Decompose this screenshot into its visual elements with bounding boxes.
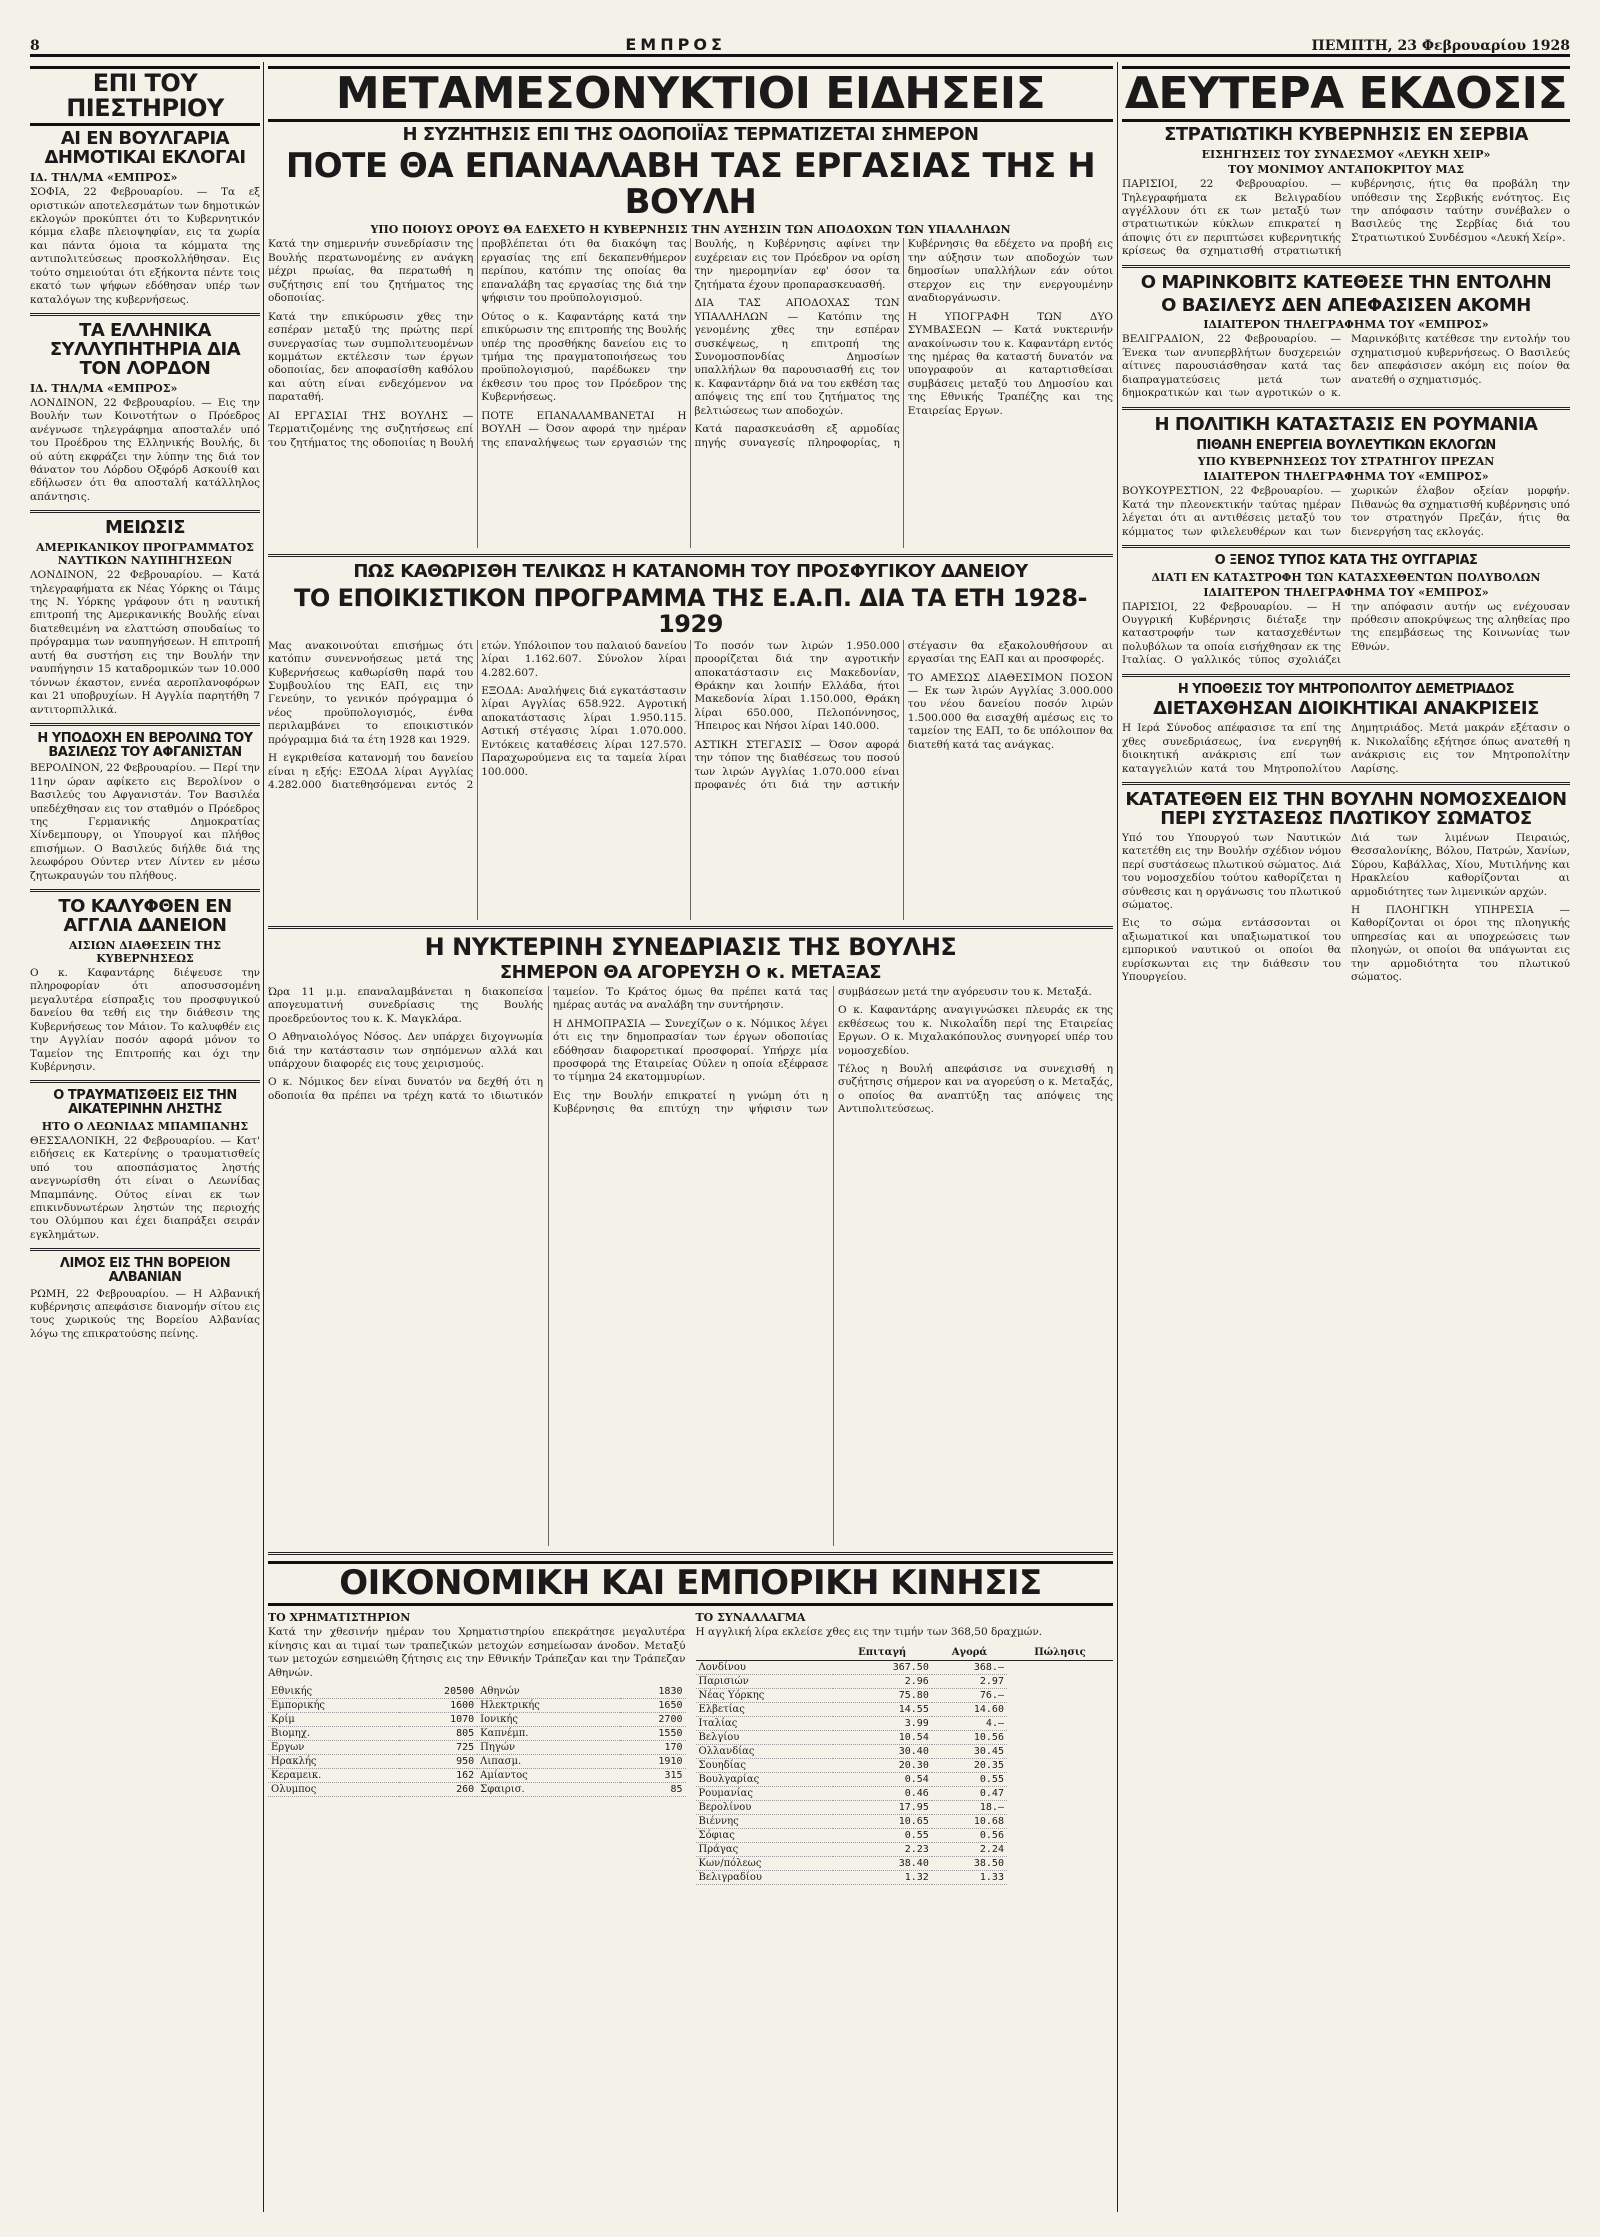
table-row	[696, 1730, 1114, 1744]
divider	[1122, 782, 1570, 785]
stock-price: 1550	[620, 1727, 685, 1741]
headline: ΤΑ ΕΛΛΗΝΙΚΑ ΣΥΛΛΥΠΗΤΗΡΙΑ ΔΙΑ ΤΟΝ ΛΟΡΔΟΝ	[49, 320, 241, 379]
stock-name: Λιπασμ.	[477, 1755, 620, 1769]
exchange-note: Η αγγλική λίρα εκλείσε χθες εις την τιμήν των 368,50 δραχμών.	[695, 1626, 1043, 1639]
divider	[1122, 265, 1570, 268]
article-body	[268, 238, 1113, 548]
table-row	[696, 1800, 1114, 1814]
stock-price: 2700	[620, 1713, 685, 1727]
currency-city: Πράγας	[696, 1842, 833, 1856]
rate-value: 14.55	[833, 1702, 932, 1716]
paragraph: Διά των λιμένων Πειραιώς, Θεσσαλονίκης, Βόλου, Πατρών, Χανίων, Σύρου, Καβάλλας, Χίου, Μυτιλήνης και Ηρακλείου καθορίζονται αι αρμοδιότητες των λιμενικών αρχών.	[1351, 831, 1570, 898]
headline: Η ΝΥΚΤΕΡΙΝΗ ΣΥΝΕΔΡΙΑΣΙΣ ΤΗΣ ΒΟΥΛΗΣ	[424, 932, 957, 961]
paragraph: Ώρα 11 μ.μ. επαναλαμβάνεται η διακοπείσα απογευματινή συνεδρίασις της Βουλής προεδρεύοντος του κ. Κ. Μαγκλάρα.	[268, 985, 543, 1025]
article-body: Ο κ. Καφαντάρης διέψευσε την πληροφορίαν ότι αποσυσσομένη μεγαλυτέρα είσπραξις του προσφυγικού δανείου θα τεθή εις την διάθεσιν της Κυβερνήσεως τον Μάιον. Το καλυφθέν εις την Αγγλίαν ποσόν αφορά μόνον το Ταμείον της Επιτροπής και όχι την Κυβέρνησιν.	[30, 966, 260, 1074]
headline: ΤΟ ΕΠΟΙΚΙΣΤΙΚΟΝ ΠΡΟΓΡΑΜΜΑ ΤΗΣ Ε.Α.Π. ΔΙΑ ΤΑ ΕΤΗ 1928-1929	[293, 584, 1087, 638]
divider	[1122, 407, 1570, 410]
stock-price: 805	[399, 1727, 478, 1741]
rate-value: 20.35	[932, 1758, 1007, 1772]
rate-value: 10.68	[932, 1814, 1007, 1828]
subheadline: ΑΙΣΙΩΝ ΔΙΑΘΕΣΕΙΝ ΤΗΣ ΚΥΒΕΡΝΗΣΕΩΣ	[68, 938, 221, 965]
section-title: ΤΟ ΣΥΝΑΛΛΑΓΜΑ	[695, 1611, 806, 1625]
stock-price: 1910	[620, 1755, 685, 1769]
currency-city: Βελγίου	[696, 1730, 833, 1744]
table-row	[696, 1870, 1114, 1884]
right-column	[1122, 62, 1570, 990]
article-body: ΛΟΝΔΙΝΟΝ, 22 Φεβρουαρίου. — Εις την Βουλήν των Κοινοτήτων ο Πρόεδρος ανέγνωσε τηλεγράφημα αποσταλέν υπό του Προέδρου της Ελληνικής Βουλής, δι ού αύτη εκφράζει την λύπην της διά τον θάνατον του Λόρδου Οξφόρδ Ασκουίθ και εδήλωσεν ότι θα αποσταλή κατάλληλος απάντησις.	[30, 396, 260, 503]
paragraph: ΔΙΑ ΤΑΣ ΑΠΟΔΟΧΑΣ ΤΩΝ ΥΠΑΛΛΗΛΩΝ — Κατόπιν της γενομένης χθες την εσπέραν συσκέψεως, η επιτροπή της Συνομοσπονδίας Δημοσίων υπαλλήλων θα παρουσιασθή εις τον κ. Καφαντάρην διά να του εκθέση τας απόψεις της επί του ζητήματος της βελτιώσεως των αποδοχών.	[694, 297, 900, 417]
paragraph: Μας ανακοινούται επισήμως ότι κατόπιν συνεννοήσεως μετά της Κυβερνήσεως καθωρίσθη παρά του Συμβουλίου της ΕΑΠ, εις την Γενεύην, το γενικόν πρόγραμμα ό νέος προϋπολογισμός, ένθα περιλαμβάνει το εποικιστικόν πρόγραμμα διά τα έτη 1928 και 1929.	[268, 639, 474, 746]
column-header: Επιταγή	[833, 1645, 932, 1661]
rate-value: 76.—	[932, 1688, 1007, 1702]
headline: Η ΠΟΛΙΤΙΚΗ ΚΑΤΑΣΤΑΣΙΣ ΕΝ ΡΟΥΜΑΝΙΑ	[1154, 413, 1538, 435]
paragraph: Εις το σώμα εντάσσονται οι αξιωματικοί και υπαξιωματικοί του εμπορικού ναυτικού οι οποίοι θα ευρίσκωνται εις την διάθεσιν του Υπουργείου.	[1122, 917, 1341, 984]
stock-price: 162	[399, 1769, 478, 1783]
newspaper-name: ΕΜΠΡΟΣ	[625, 35, 726, 54]
paragraph: Εις την Βουλήν επικρατεί η γνώμη ότι η Κυβέρνησις θα επιτύχη την ψήφισιν των συμβάσεων μετά την αγόρευσιν του κ. Μεταξά.	[553, 985, 1092, 1116]
article-body: ΣΟΦΙΑ, 22 Φεβρουαρίου. — Τα εξ οριστικών αποτελεσμάτων των δημοτικών εκλογών προκύπτει ότι το Κυβερνητικόν κόμμα ελαβε πλειοψηφίαν, εις τα χωρία και πάντα όμοια τα κόμματα της αντιπολιτεύσεως προσκολλήθησαν. Εις τούτο σημειούται ότι εξήκοντα πέντε τοις εκατό των ψήφων εδόθησαν υπέρ των καταλόγων της κυβερνήσεως.	[30, 186, 260, 306]
banner-headline: ΟΙΚΟΝΟΜΙΚΗ ΚΑΙ ΕΜΠΟΡΙΚΗ ΚΙΝΗΣΙΣ	[268, 1561, 1113, 1607]
column-header: Αγορά	[932, 1645, 1007, 1661]
headline: ΜΕΙΩΣΙΣ	[105, 517, 185, 539]
rate-value: 2.23	[833, 1842, 932, 1856]
article-body: ΛΟΝΔΙΝΟΝ, 22 Φεβρουαρίου. — Κατά τηλεγραφήματα εκ Νέας Υόρκης οι Τάιμς της Ν. Υόρκης γράφουν ότι η ναυτική επιτροπή της Αμερικανικής Βουλής είναι διατεθειμένη να ελαττώση σπουδαίως το πρόγραμμα των ναυπηγήσεων. Η επιτροπή αυτή θα συστήση εις την Βουλήν την ναυπήγησιν 15 καταδρομικών των 10.000 τόννων έκαστον, εννέα αεροπλανοφόρων και 21 υποβρυχίων. Η Αγγλία παρητήθη 7 αντιτορπιλλικά.	[30, 569, 260, 716]
divider	[30, 889, 260, 892]
rate-value: 367.50	[833, 1660, 932, 1674]
table-row	[696, 1842, 1114, 1856]
banner-headline: ΜΕΤΑΜΕΣΟΝΥΚΤΙΟΙ ΕΙΔΗΣΕΙΣ	[268, 66, 1113, 122]
rate-value: 10.54	[833, 1730, 932, 1744]
currency-city: Βουλγαρίας	[696, 1772, 833, 1786]
rate-value: 0.46	[833, 1786, 932, 1800]
paragraph: ΠΟΤΕ ΕΠΑΝΑΛΑΜΒΑΝΕΤΑΙ Η ΒΟΥΛΗ — Όσον αφορά την ημέραν της επαναλήψεως των εργασιών της Βουλής, η Κυβέρνησις αφίνει την ευχέρειαν εις τον Πρόεδρον να ορίση την ημερομηνίαν εφ' όσον τα ζητήματα έχουν προπαρασκευασθή.	[481, 238, 900, 449]
subheadline: ΕΙΣΗΓΗΣΕΙΣ ΤΟΥ ΣΥΝΔΕΣΜΟΥ «ΛΕΥΚΗ ΧΕΙΡ»	[1201, 148, 1491, 162]
paragraph: Κατά την σημερινήν συνεδρίασιν της Βουλής περατωνομένης εν ανάγκη μέχρι πρωίας, θα περατωθή η συζήτησις επί του ζητήματος της οδοποιίας.	[268, 238, 474, 305]
stock-price: 725	[399, 1741, 478, 1755]
dateline: ΙΔΙΑΙΤΕΡΟΝ ΤΗΛΕΓΡΑΦΗΜΑ ΤΟΥ «ΕΜΠΡΟΣ»	[1203, 585, 1489, 599]
deck: ΥΠΟ ΠΟΙΟΥΣ ΟΡΟΥΣ ΘΑ ΕΔΕΧΕΤΟ Η ΚΥΒΕΡΝΗΣΙΣ ΤΗΝ ΑΥΞΗΣΙΝ ΤΩΝ ΑΠΟΔΟΧΩΝ ΤΩΝ ΥΠΑΛΛΗΛΩΝ	[370, 223, 1011, 237]
headline: Ο ΜΑΡΙΝΚΟΒΙΤΣ ΚΑΤΕΘΕΣΕ ΤΗΝ ΕΝΤΟΛΗΝ	[1140, 271, 1552, 293]
paragraph: ΤΟ ΑΜΕΣΩΣ ΔΙΑΘΕΣΙΜΟΝ ΠΟΣΟΝ — Εκ των λιρών Αγγλίας 3.000.000 του νέου δανείου ποσόν λιρών 1.500.000 θα εισαχθή αμέσως εις το ταμείον της ΕΑΠ, το δε υπόλοιπον θα διατεθή κατά τας ανάγκας.	[907, 671, 1113, 751]
dateline: ΙΔ. ΤΗΛ/ΜΑ «ΕΜΠΡΟΣ»	[30, 381, 178, 395]
table-row	[696, 1786, 1114, 1800]
rate-value: 1.32	[833, 1870, 932, 1884]
rate-value: 2.96	[833, 1674, 932, 1688]
paragraph: Τέλος η Βουλή απεφάσισε να συνεχισθή η συζήτησις σήμερον και να αγορεύση ο κ. Μεταξάς, ο οποίος θα αναπτύξη τας απόψεις της Αντιπολιτεύσεως.	[838, 1062, 1113, 1116]
headline: ΛΙΜΟΣ ΕΙΣ ΤΗΝ ΒΟΡΕΙΟΝ ΑΛΒΑΝΙΑΝ	[59, 1256, 231, 1285]
rate-value: 3.99	[833, 1716, 932, 1730]
stock-name: Κεραμεικ.	[268, 1769, 399, 1783]
currency-city: Βελιγραδίου	[696, 1870, 833, 1884]
headline: ΑΙ ΕΝ ΒΟΥΛΓΑΡΙΑ ΔΗΜΟΤΙΚΑΙ ΕΚΛΟΓΑΙ	[44, 128, 246, 169]
page-number: 8	[30, 38, 40, 54]
rate-value: 38.40	[833, 1856, 932, 1870]
stock-price: 260	[399, 1783, 478, 1797]
table-row	[268, 1769, 686, 1783]
masthead	[30, 20, 1570, 57]
currency-city: Κων/πόλεως	[696, 1856, 833, 1870]
rate-value: 0.55	[833, 1828, 932, 1842]
stock-price: 85	[620, 1783, 685, 1797]
table-header-row	[696, 1645, 1114, 1661]
table-row	[268, 1713, 686, 1727]
paragraph: Η ΔΗΜΟΠΡΑΣΙΑ — Συνεχίζων ο κ. Νόμικος λέγει ότι εις την δημοπρασίαν των έργων οδοποιίας εδόθησαν διαφορετικαί προσφοραί. Υπήρχε μία προσφορά της Εταιρείας Ούλεν η οποία εξέφρασε το τίμημα 24 εκατομμυρίων.	[553, 1017, 828, 1084]
section-tag: ΕΠΙ ΤΟΥ ΠΙΕΣΤΗΡΙΟΥ	[30, 66, 260, 126]
stock-name: Αθηνών	[477, 1685, 620, 1699]
rate-value: 2.24	[932, 1842, 1007, 1856]
rate-value: 10.65	[833, 1814, 932, 1828]
subheadline: ΔΙΕΤΑΧΘΗΣΑΝ ΔΙΟΙΚΗΤΙΚΑΙ ΑΝΑΚΡΙΣΕΙΣ	[1153, 698, 1539, 720]
currency-city: Ολλανδίας	[696, 1744, 833, 1758]
rate-value: 368.—	[932, 1660, 1007, 1674]
paragraph: Υπό του Υπουργού των Ναυτικών κατετέθη εις την Βουλήν σχέδιον νόμου περί συστάσεως πλωτικού σώματος. Διά του νομοσχεδίου τούτου καθορίζεται η σύνθεσις και η οργάνωσις του πλωτικού σώματος.	[1122, 831, 1341, 912]
article-body: ΠΑΡΙΣΙΟΙ, 22 Φεβρουαρίου. — Η Ουγγρική Κυβέρνησις διέταξε την καταστροφήν των κατασχεθέντων πολυβόλων τα οποία εισήχθησαν εκ της Ιταλίας. Ο γαλλικός τύπος σχολιάζει την απόφασιν αυτήν ως ενέχουσαν πρόθεσιν αποκρύψεως της αληθείας προ της επεμβάσεως της Κοινωνίας των Εθνών.	[1122, 600, 1570, 667]
table-row	[696, 1758, 1114, 1772]
table-row	[696, 1688, 1114, 1702]
stock-price: 1830	[620, 1685, 685, 1699]
paragraph: Ο Αθηναιολόγος Νόσος. Δεν υπάρχει διχογνωμία διά την κατάστασιν των σηπόμενων αλλά και υπάρχουν διαφορές εις τους χειρισμούς.	[268, 1031, 543, 1070]
table-row	[696, 1856, 1114, 1870]
article-body: ΡΩΜΗ, 22 Φεβρουαρίου. — Η Αλβανική κυβέρνησις απεφάσισε διανομήν σίτου εις τους χωρικούς της Βορείου Αλβανίας λόγω της επικρατούσης πείνης.	[30, 1287, 260, 1340]
dateline: ΙΔΙΑΙΤΕΡΟΝ ΤΗΛΕΓΡΑΦΗΜΑ ΤΟΥ «ΕΜΠΡΟΣ»	[1203, 318, 1489, 332]
headline: Η ΥΠΟΘΕΣΙΣ ΤΟΥ ΜΗΤΡΟΠΟΛΙΤΟΥ ΔΕΜΕΤΡΙΑΔΟΣ	[1177, 681, 1515, 697]
center-column	[268, 62, 1113, 1885]
column-header: Πώλησις	[1007, 1645, 1113, 1661]
currency-city: Σουηδίας	[696, 1758, 833, 1772]
stock-name: Καπνέμπ.	[477, 1727, 620, 1741]
stock-price: 950	[399, 1755, 478, 1769]
stock-name: Αμίαντος	[477, 1769, 620, 1783]
section-title: ΤΟ ΧΡΗΜΑΤΙΣΤΗΡΙΟΝ	[268, 1611, 411, 1625]
paragraph: Ούτος ο κ. Καφαντάρης κατά την επικύρωσιν της επιτροπής της Βουλής υπέρ της προσθήκης δανείου εις το τμήμα της πραγματοποιήσεως του προϋπολογισμού, παρέδωκεν την έκθεσιν του προς τον Πρόεδρον της Κυβερνήσεως.	[481, 310, 687, 404]
table-row	[268, 1685, 686, 1699]
paragraph: Κατά την επικύρωσιν χθες την εσπέραν μεταξύ της πρώτης περί συνεργασίας των συμπολιτευομένων κομμάτων εκτέλεσιν των έργων οδοποιίας, δεν αποφασίσθη καθόλου και αύτη είναι ενδεχόμενον να παραταθή.	[268, 310, 474, 404]
currency-city: Παρισιών	[696, 1674, 833, 1688]
headline: ΠΟΤΕ ΘΑ ΕΠΑΝΑΛΑΒΗ ΤΑΣ ΕΡΓΑΣΙΑΣ ΤΗΣ Η ΒΟΥΛΗ	[285, 146, 1096, 222]
kicker: Η ΣΥΖΗΤΗΣΙΣ ΕΠΙ ΤΗΣ ΟΔΟΠΟΙΪΑΣ ΤΕΡΜΑΤΙΖΕΤΑΙ ΣΗΜΕΡΟΝ	[402, 124, 979, 146]
stock-name: Εργων	[268, 1741, 399, 1755]
stock-price: 1600	[399, 1699, 478, 1713]
stock-name: Εθνικής	[268, 1685, 399, 1699]
table-row	[696, 1814, 1114, 1828]
table-row	[268, 1755, 686, 1769]
table-row	[268, 1699, 686, 1713]
column-header	[696, 1645, 833, 1661]
subheadline: ΔΙΑΤΙ ΕΝ ΚΑΤΑΣΤΡΟΦΗ ΤΩΝ ΚΑΤΑΣΧΕΘΕΝΤΩΝ ΠΟΛΥΒΟΛΩΝ	[1151, 570, 1541, 584]
divider	[30, 313, 260, 316]
rate-value: 38.50	[932, 1856, 1007, 1870]
rate-value: 0.54	[833, 1772, 932, 1786]
divider	[1122, 545, 1570, 548]
table-row	[696, 1716, 1114, 1730]
rate-value: 14.60	[932, 1702, 1007, 1716]
currency-city: Σόφιας	[696, 1828, 833, 1842]
table-row	[696, 1702, 1114, 1716]
economy-section	[268, 1609, 1113, 1884]
rate-value: 17.95	[833, 1800, 932, 1814]
rate-value: 30.45	[932, 1744, 1007, 1758]
issue-date: ΠΕΜΠΤΗ, 23 Φεβρουαρίου 1928	[1311, 38, 1570, 54]
article-body: Η Ιερά Σύνοδος απέφασισε τα επί της χθες συνεδριάσεως, ίνα ενεργηθή διοικητική ανάκρισις επί των καταγγελιών κατά του Μητροπολίτου Δημητριάδος. Μετά μακράν εξέτασιν ο κ. Νικολαΐδης εξήτησε όπως ανατεθή η ανάκρισις εις τον Μητροπολίτην Λαρίσης.	[1122, 722, 1570, 775]
paragraph: Κατά παρασκευάσθη εξ αρμοδίας πηγής συναγεσίς πληροφορίας, η Κυβέρνησις θα εδέχετο να προβή εις την αύξησιν των αποδοχών των δημοσίων υπαλλήλων εάν ούτοι στερχον εις την ενεργουμένην αναδιοργάνωσιν.	[694, 238, 1113, 449]
table-row	[696, 1674, 1114, 1688]
dateline: ΙΔΙΑΙΤΕΡΟΝ ΤΗΛΕΓΡΑΦΗΜΑ ΤΟΥ «ΕΜΠΡΟΣ»	[1203, 470, 1489, 484]
paragraph: ΑΙ ΕΡΓΑΣΙΑΙ ΤΗΣ ΒΟΥΛΗΣ — Τερματιζομένης της συζητήσεως επί του ζητήματος της οδοποιίας η Βουλή προβλέπεται ότι θα διακόψη τας εργασίας της επί δεκαπενθήμερον περίπου, κατόπιν της οποίας θα επαναλάβη τας εργασίας της διά την ψήφισιν του προϋπολογισμού.	[268, 238, 687, 449]
currency-city: Ρουμανίας	[696, 1786, 833, 1800]
stock-name: Πηγών	[477, 1741, 620, 1755]
currency-city: Ελβετίας	[696, 1702, 833, 1716]
article-body: ΘΕΣΣΑΛΟΝΙΚΗ, 22 Φεβρουαρίου. — Κατ' ειδήσεις εκ Κατερίνης ο τραυματισθείς υπό του αποσπάσματος ληστής ανεγνωρίσθη ότι είναι ο Λεωνίδας Μπαμπάνης. Ούτος είναι εκ των επικινδυνωτέρων ληστών της περιοχής του Ολύμπου και έχει διαπράξει σειράν εγκλημάτων.	[30, 1134, 260, 1241]
paragraph: Το ποσόν των λιρών 1.950.000 προορίζεται διά την αγροτικήν αποκατάστασιν εις Μακεδονίαν, Θράκην και λοιπήν Ελλάδα, ήτοι Μακεδονία λίραι 1.150.000, Θράκη λίραι 650.000, Πελοπόννησος, Ήπειρος και Νήσοι λίραι 140.000.	[694, 639, 900, 733]
bourse-block	[268, 1609, 686, 1884]
divider	[1122, 674, 1570, 677]
stock-name: Σφαιρισ.	[477, 1783, 620, 1797]
banner-headline: ΔΕΥΤΕΡΑ ΕΚΔΟΣΙΣ	[1122, 66, 1570, 122]
divider	[30, 510, 260, 513]
rate-value: 10.56	[932, 1730, 1007, 1744]
rate-value: 0.55	[932, 1772, 1007, 1786]
paragraph: Η ΥΠΟΓΡΑΦΗ ΤΩΝ ΔΥΟ ΣΥΜΒΑΣΕΩΝ — Κατά νυκτερινήν ανακοίνωσιν του κ. Καφαντάρη εντός της ημέρας θα καταστή δυνατόν να υπογραφούν αι καταρτισθείσαι συμβάσεις μεταξύ του Δημοσίου και της Εθνικής Τραπέζης και της Εταιρείας Εργων.	[907, 310, 1113, 417]
paragraph: Η εγκριθείσα κατανομή του δανείου είναι η εξής: ΕΞΟΔΑ λίραι Αγγλίας 4.282.000 διατεθησόμεναι εντός 2 ετών. Υπόλοιπον του παλαιού δανείου λίραι 1.162.607. Σύνολον λίραι 4.282.607.	[268, 639, 687, 792]
headline: Η ΥΠΟΔΟΧΗ ΕΝ ΒΕΡΟΛΙΝΩ ΤΟΥ ΒΑΣΙΛΕΩΣ ΤΟΥ ΑΦΓΑΝΙΣΤΑΝ	[37, 730, 253, 760]
divider	[30, 723, 260, 726]
stock-name: Κρίμ	[268, 1713, 399, 1727]
rate-value: 75.80	[833, 1688, 932, 1702]
table-row	[268, 1741, 686, 1755]
article-body: ΒΟΥΚΟΥΡΕΣΤΙΟΝ, 22 Φεβρουαρίου. — Κατά την πλεονεκτικήν ταύτας ημέραν λέγεται ότι αι αντιθέσεις μεταξύ του κόμματος των φιλελευθέρων και των χωρικών έλαβον οξείαν μορφήν. Πιθανώς θα σχηματισθή κυβέρνησις υπό τον στρατηγόν Πρεζάν, ήτις θα διενεργήση τας εκλογάς.	[1122, 485, 1570, 538]
currency-city: Νέας Υόρκης	[696, 1688, 833, 1702]
subheadline: ΑΜΕΡΙΚΑΝΙΚΟΥ ΠΡΟΓΡΑΜΜΑΤΟΣ ΝΑΥΤΙΚΩΝ ΝΑΥΠΗΓΗΣΕΩΝ	[36, 541, 254, 568]
stock-name: Ολυμπος	[268, 1783, 399, 1797]
exchange-block	[696, 1609, 1114, 1884]
headline: ΤΟ ΚΑΛΥΦΘΕΝ ΕΝ ΑΓΓΛΙΑ ΔΑΝΕΙΟΝ	[58, 896, 232, 937]
rate-value: 2.97	[932, 1674, 1007, 1688]
subheadline: ΣΗΜΕΡΟΝ ΘΑ ΑΓΟΡΕΥΣΗ Ο κ. ΜΕΤΑΞΑΣ	[499, 961, 882, 983]
kicker: ΠΩΣ ΚΑΘΩΡΙΣΘΗ ΤΕΛΙΚΩΣ Η ΚΑΤΑΝΟΜΗ ΤΟΥ ΠΡΟΣΦΥΓΙΚΟΥ ΔΑΝΕΙΟΥ	[353, 561, 1028, 583]
divider	[30, 1248, 260, 1251]
currency-city: Λονδίνου	[696, 1660, 833, 1674]
rate-value: 1.33	[932, 1870, 1007, 1884]
table-row	[696, 1772, 1114, 1786]
table-row	[696, 1744, 1114, 1758]
article-body: ΒΕΡΟΛΙΝΟΝ, 22 Φεβρουαρίου. — Περί την 11ην ώραν αφίκετο εις Βερολίνον ο Βασιλεύς του Αφγανιστάν. Τον Βασιλέα υπεδέχθησαν εις τον σταθμόν ο Πρόεδρος της Γερμανικής Δημοκρατίας Χίνδεμπουργ, οι Υπουργοί και πλήθος επισήμων. Ο Βασιλεύς διήλθε διά της λεωφόρου Ούντερ ντεν Λίντεν εν μέσω ζητωκραυγών του πλήθους.	[30, 762, 260, 882]
article-body	[268, 640, 1113, 920]
table-row	[696, 1828, 1114, 1842]
subheadline: Ο ΒΑΣΙΛΕΥΣ ΔΕΝ ΑΠΕΦΑΣΙΣΕΝ ΑΚΟΜΗ	[1161, 294, 1531, 316]
headline: Ο ΞΕΝΟΣ ΤΥΠΟΣ ΚΑΤΑ ΤΗΣ ΟΥΓΓΑΡΙΑΣ	[1214, 552, 1478, 568]
rate-value: 0.47	[932, 1786, 1007, 1800]
rate-value: 30.40	[833, 1744, 932, 1758]
rate-value: 20.30	[833, 1758, 932, 1772]
paragraph: Ο κ. Καφαντάρης αναγιγνώσκει πλευράς εκ της εκθέσεως του κ. Νικολαΐδη περί της Εταιρείας Εργων. Ο κ. Μιχαλακόπουλος συνηγορεί υπέρ του νομοσχεδίου.	[838, 1004, 1113, 1057]
paragraph: Η ΠΛΟΗΓΙΚΗ ΥΠΗΡΕΣΙΑ — Καθορίζονται οι όροι της πλοηγικής υπηρεσίας και αι υποχρεώσεις των πλοηγών, οι οποίοι θα υπάγωνται εις την αρμοδιότητα του πλωτικού σώματος.	[1351, 904, 1570, 984]
rate-value: 4.—	[932, 1716, 1007, 1730]
divider	[268, 1552, 1113, 1555]
newspaper-page	[30, 20, 1570, 2215]
stock-name: Ηρακλής	[268, 1755, 399, 1769]
subheadline: ΗΤΟ Ο ΛΕΩΝΙΔΑΣ ΜΠΑΜΠΑΝΗΣ	[41, 1119, 249, 1133]
left-column	[30, 62, 260, 1346]
paragraph: ΑΣΤΙΚΗ ΣΤΕΓΑΣΙΣ — Όσον αφορά την τόπον της διαθέσεως του ποσού των λιρών Αγγλίας 1.070.000 είναι προφανές ότι διά την αστικήν στέγασιν θα εξακολουθήσουν αι εργασίαι της ΕΑΠ και αι προσφορές.	[694, 639, 1113, 792]
divider	[30, 1080, 260, 1083]
dateline: ΙΔ. ΤΗΛ/ΜΑ «ΕΜΠΡΟΣ»	[30, 171, 178, 185]
stock-prices-table	[268, 1685, 686, 1797]
headline: ΣΤΡΑΤΙΩΤΙΚΗ ΚΥΒΕΡΝΗΣΙΣ ΕΝ ΣΕΡΒΙΑ	[1164, 124, 1528, 146]
byline: ΤΟΥ ΜΟΝΙΜΟΥ ΑΝΤΑΠΟΚΡΙΤΟΥ ΜΑΣ	[1227, 163, 1465, 177]
rate-value: 0.56	[932, 1828, 1007, 1842]
stock-price: 1650	[620, 1699, 685, 1713]
paragraph: ΕΞΟΔΑ: Αναλήψεις διά εγκατάστασιν λίραι Αγγλίας 658.922. Αγροτική αποκατάστασις λίραι 1.950.115. Αστική στέγασις λίραι 1.070.000. Εντόκεις καταθέσεις λίραι 127.570. Παραχωρούμενα εις τα ταμεία λίραι 100.000.	[481, 685, 687, 778]
deck: ΥΠΟ ΚΥΒΕΡΝΗΣΕΩΣ ΤΟΥ ΣΤΡΑΤΗΓΟΥ ΠΡΕΖΑΝ	[1197, 455, 1495, 469]
stock-price: 1070	[399, 1713, 478, 1727]
article-body: ΠΑΡΙΣΙΟΙ, 22 Φεβρουαρίου. — Τηλεγραφήματα εκ Βελιγραδίου αγγέλλουν ότι εκ των μεταξύ των στρατιωτικών κύκλων επικρατεί η άποψις ότι εν περιπτώσει κυβερνητικής κρίσεως θα σχηματισθή στρατιωτική κυβέρνησις, ήτις θα προβάλη την υπόθεσιν της Σερβικής ενότητος. Εις την απόφασιν ταύτην συνέβαλεν ο Βασιλεύς της Σερβίας διά του Στρατιωτικού Συνδέσμου «Λευκή Χείρ».	[1122, 178, 1570, 258]
stock-name: Βιομηχ.	[268, 1727, 399, 1741]
divider	[268, 554, 1113, 557]
stock-price: 170	[620, 1741, 685, 1755]
table-row	[268, 1727, 686, 1741]
rate-value: 18.—	[932, 1800, 1007, 1814]
headline: ΚΑΤΑΤΕΘΕΝ ΕΙΣ ΤΗΝ ΒΟΥΛΗΝ ΝΟΜΟΣΧΕΔΙΟΝ ΠΕΡΙ ΣΥΣΤΑΣΕΩΣ ΠΛΩΤΙΚΟΥ ΣΩΜΑΤΟΣ	[1125, 789, 1567, 829]
headline: Ο ΤΡΑΥΜΑΤΙΣΘΕΙΣ ΕΙΣ ΤΗΝ ΑΙΚΑΤΕΡΙΝΗΝ ΛΗΣΤΗΣ	[53, 1088, 237, 1118]
stock-price: 20500	[399, 1685, 478, 1699]
divider	[268, 926, 1113, 929]
column-rule	[1117, 62, 1118, 2212]
bourse-text: Κατά την χθεσινήν ημέραν του Χρηματιστηρίου επεκράτησε μεγαλυτέρα κίνησις και αι τιμαί των τραπεζικών μετοχών εσημείωσαν άνοδον. Μεταξύ των μετοχών εσημειώθη ζήτησις εις την Εθνικήν Τράπεζαν και την Τράπεζαν Αθηνών.	[268, 1626, 686, 1679]
subheadline: ΠΙΘΑΝΗ ΕΝΕΡΓΕΙΑ ΒΟΥΛΕΥΤΙΚΩΝ ΕΚΛΟΓΩΝ	[1196, 437, 1496, 453]
column-rule	[263, 62, 264, 2212]
article-body	[1122, 832, 1570, 990]
currency-city: Βιέννης	[696, 1814, 833, 1828]
currency-city: Βερολίνου	[696, 1800, 833, 1814]
article-body	[268, 986, 1113, 1546]
paragraph: Ο κ. Νόμικος δεν είναι δυνατόν να δεχθή ότι η οδοποιία θα πρέπει να τρέχη κατά το ιδιωτικόν ταμείον. Το Κράτος όμως θα πρέπει κατά τας ημέρας αυτάς να αναλάβη την συντήρησιν.	[268, 985, 828, 1102]
stock-name: Εμπορικής	[268, 1699, 399, 1713]
stock-name: Ιονικής	[477, 1713, 620, 1727]
table-row	[696, 1660, 1114, 1674]
currency-city: Ιταλίας	[696, 1716, 833, 1730]
table-row	[268, 1783, 686, 1797]
stock-price: 315	[620, 1769, 685, 1783]
article-body: ΒΕΛΙΓΡΑΔΙΟΝ, 22 Φεβρουαρίου. — Ένεκα των ανυπερβλήτων δυσχερειών αίτινες παρουσιάσθησαν κατά τας διαπραγματεύσεις μετά των δημοκρατικών και των αγροτικών ο κ. Μαρινκόβιτς κατέθεσε την εντολήν του σχηματισμού κυβερνήσεως. Ο Βασιλεύς δεν απεφάσισεν ακόμη εις ποίον θα ανατεθή ο σχηματισμός.	[1122, 333, 1570, 400]
stock-name: Ηλεκτρικής	[477, 1699, 620, 1713]
exchange-rates-table	[696, 1645, 1114, 1885]
